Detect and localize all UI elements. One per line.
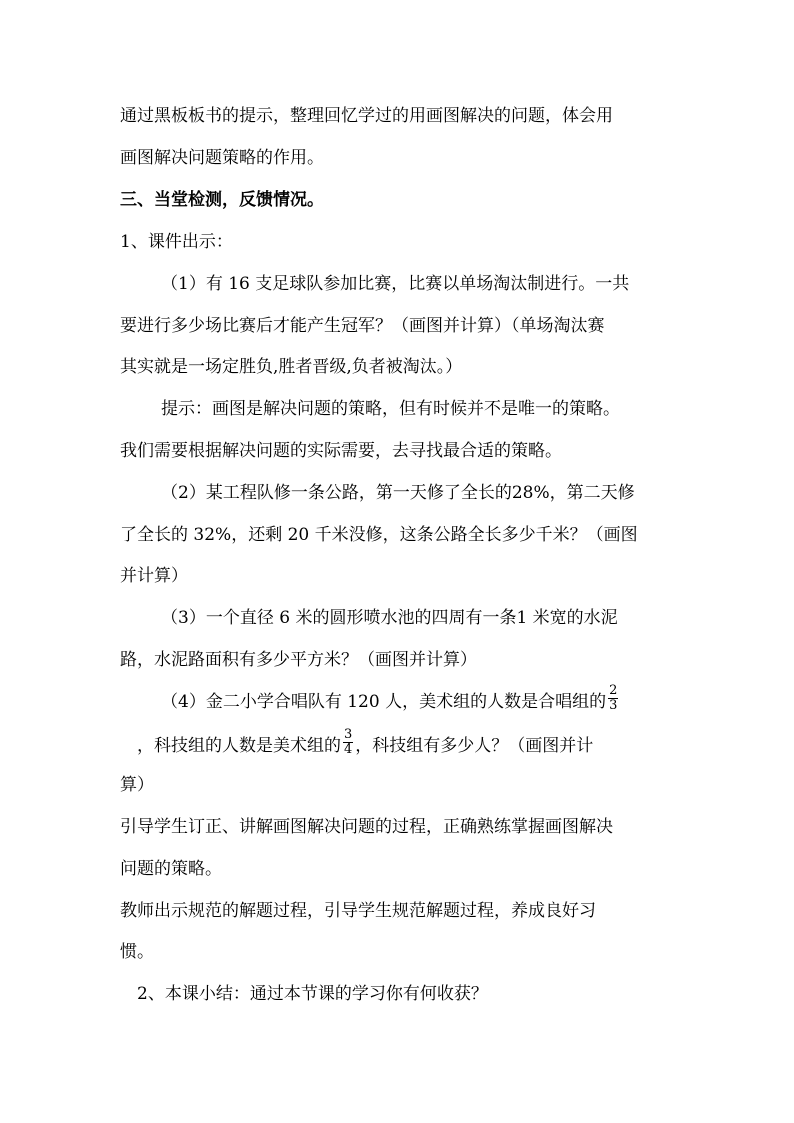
tip-line: 我们需要根据解决问题的实际需要，去寻找最合适的策略。: [120, 441, 562, 461]
question-4-text: （4）金二小学合唱队有 120 人，美术组的人数是合唱组的: [161, 692, 607, 712]
paragraph-line: 引导学生订正、讲解画图解决问题的过程，正确熟练掌握画图解决: [120, 817, 613, 837]
question-4-line: [137, 727, 697, 761]
fraction-numerator: 2: [609, 683, 618, 698]
question-2-line: （2）某工程队修一条公路，第一天修了全长的28%，第二天修: [161, 483, 635, 503]
section-heading: 三、当堂检测，反馈情况。: [120, 190, 324, 210]
summary-line: 2、本课小结：通过本节课的学习你有何收获？: [137, 984, 488, 1004]
tip-line: 提示：画图是解决问题的策略，但有时候并不是唯一的策略。: [161, 399, 620, 419]
fraction-numerator: 3: [344, 727, 353, 742]
paragraph-line: 通过黑板板书的提示，整理回忆学过的用画图解决的问题，体会用: [120, 106, 613, 126]
question-2-line: 并计算）: [120, 566, 188, 586]
question-4-line: [161, 683, 721, 717]
paragraph-line: 问题的策略。: [120, 859, 222, 879]
paragraph-line: 惯。: [120, 942, 154, 962]
paragraph-line: 1、课件出示：: [120, 232, 233, 252]
question-2-line: 了全长的 32%，还剩 20 千米没修，这条公路全长多少千米？（画图: [120, 525, 638, 545]
question-3-line: （3）一个直径 6 米的圆形喷水池的四周有一条1 米宽的水泥: [161, 608, 618, 628]
question-3-line: 路，水泥路面积有多少平方米？（画图并计算）: [120, 650, 477, 670]
question-4-line: 算）: [120, 775, 154, 795]
question-4-text: ，科技组的人数是美术组的: [137, 736, 341, 756]
question-1-line: 要进行多少场比赛后才能产生冠军？（画图并计算）（单场淘汰赛: [120, 316, 605, 336]
fraction-three-quarters: [343, 728, 353, 757]
question-1-line: （1）有 16 支足球队参加比赛，比赛以单场淘汰制进行。一共: [161, 274, 630, 294]
fraction-denominator: 4: [344, 742, 353, 757]
question-4-text: ，科技组有多少人？（画图并计: [355, 736, 594, 756]
paragraph-line: 教师出示规范的解题过程，引导学生规范解题过程，养成良好习: [120, 901, 596, 921]
fraction-denominator: 3: [609, 698, 618, 713]
fraction-two-thirds: [608, 684, 618, 713]
question-1-line: 其实就是一场定胜负,胜者晋级,负者被淘汰。）: [120, 357, 463, 377]
paragraph-line: 画图解决问题策略的作用。: [120, 148, 324, 168]
